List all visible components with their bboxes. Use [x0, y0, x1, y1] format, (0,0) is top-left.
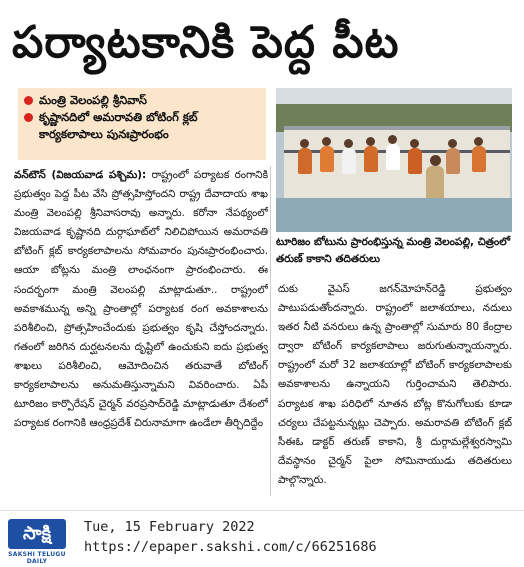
sakshi-logo — [6, 517, 68, 565]
photo-water — [276, 198, 512, 232]
photo-person-head — [366, 137, 375, 146]
photo-person-head — [344, 139, 353, 148]
photo-person — [472, 146, 486, 172]
article-text: దుకు వైఎస్ జగన్‌మోహన్‌రెడ్డి ప్రభుత్వం పాటుపడుతోందన్నారు. రాష్ట్రంలో జలాశయాలు, నదులు ఇతర నీటి వనరులు ఉన్న ప్రాంతాల్లో సుమారు 80 కేంద్రాల ద్వారా బోటింగ్ కార్యకలాపాలు జరుగుతున్నాయన్నారు. రాష్ట్రంలో మరో 32 జలాశయాల్లో బోటింగ్ కార్యకలాపాలకు అవకాశాలను ఉన్నాయని గుర్తించామని తెలిపారు. పర్యాటక శాఖ పరిధిలో నూతన బోట్ల కొనుగోలుకు కూడా చర్యలు చేపట్టనున్నట్లు చెప్పారు. అమరావతి బోటింగ్ క్లబ్ సీఈఓ డాక్టర్ తరుణ్ కాకాని, శ్రీ దుర్గామల్లేశ్వరస్వామి దేవస్థానం చైర్మన్ పైలా సోమినాయుడు తదితరులు పాల్గొన్నారు. — [278, 283, 512, 486]
photo-officer-head — [430, 155, 441, 166]
photo-person-head — [448, 139, 457, 148]
photo-caption: టూరిజం బోటును ప్రారంభిస్తున్న మంత్రి వెలంపల్లి, చిత్రంలో తరుణ్ కాకాని తదితరులు — [276, 236, 511, 265]
article-column-right — [278, 280, 512, 496]
photo-person — [298, 148, 312, 174]
highlight-item — [24, 109, 260, 143]
dateline: వన్‌టౌన్ (విజయవాడ పశ్చిమ): — [14, 169, 147, 181]
highlight-item — [24, 92, 260, 109]
bullet-dot-icon — [24, 113, 33, 122]
photo-person — [386, 144, 400, 170]
photo-person — [408, 148, 422, 174]
column-divider — [270, 166, 271, 496]
logo-text: సాక్షి — [23, 523, 51, 544]
photo-person — [446, 148, 460, 174]
photo-person-head — [474, 137, 483, 146]
logo-subtitle: SAKSHI TELUGU DAILY — [8, 551, 66, 565]
footer — [0, 510, 524, 567]
article-text: రాష్ట్రంలో పర్యాటక రంగానికి ప్రభుత్వం పెద్ద పీట వేసి ప్రోత్సహిస్తోందని రాష్ట్ర దేవాదాయ శాఖ మంత్రి వెలంపల్లి శ్రీనివాసరావు అన్నారు. కరోనా నేపథ్యంలో విజయవాడ కృష్ణానది దుర్గాఘాట్‌లో నిలిచిపోయిన అమరావతి బోటింగ్ క్లబ్ కార్యకలాపాలను సోమవారం పునఃప్రారంభించారు. ఆయా బోట్లను మంత్రి లాంఛనంగా ప్రారంభించారు. ఈ సందర్భంగా మంత్రి వెలంపల్లి మాట్లాడుతూ.. రాష్ట్రంలో అవకాశమున్న అన్ని ప్రాంతాల్లో పర్యాటక రంగ అవకాశాలను పరిశీలించి, ప్రోత్సహించేందుకు ప్రభుత్వం కృషి చేస్తోందన్నారు. గతంలో జరిగిన దుర్ఘటనలను దృష్టిలో ఉంచుకుని ఐదు ప్రభుత్వ శాఖలు పరిశీలించి, ఆమోదించిన తరువాతే బోటింగ్ కార్యకలాపాలను అనుమతిస్తున్నామని వివరించారు. ఏపీ టూరిజం కార్పొరేషన్ చైర్మన్ వరప్రసాద్‌రెడ్డి మాట్లాడుతూ దేశంలో పర్యాటక రంగానికి ఆంధ్రప్రదేశ్ చిరునామాగా ఉండేలా తీర్చిదిద్దేం — [14, 169, 268, 430]
highlight-box — [18, 88, 266, 160]
photo-person-head — [410, 139, 419, 148]
highlight-text: కృష్ణానదిలో అమరావతి బోటింగ్ క్లబ్ కార్యకలాపాలు పునఃప్రారంభం — [39, 110, 198, 141]
highlight-text: మంత్రి వెలంపల్లి శ్రీనివాస్ — [39, 93, 147, 107]
article-column-left — [14, 166, 268, 496]
photo-person-head — [322, 137, 331, 146]
headline: పర్యాటకానికి పెద్ద పీట — [12, 17, 400, 68]
news-photo — [276, 88, 512, 232]
photo-person-head — [300, 139, 309, 148]
photo-person — [342, 148, 356, 174]
photo-person — [364, 146, 378, 172]
photo-person-head — [388, 135, 397, 144]
epaper-link[interactable]: https://epaper.sakshi.com/c/66251686 — [84, 539, 377, 555]
publication-date: Tue, 15 February 2022 — [84, 519, 255, 535]
bullet-dot-icon — [24, 96, 33, 105]
photo-person — [320, 146, 334, 172]
